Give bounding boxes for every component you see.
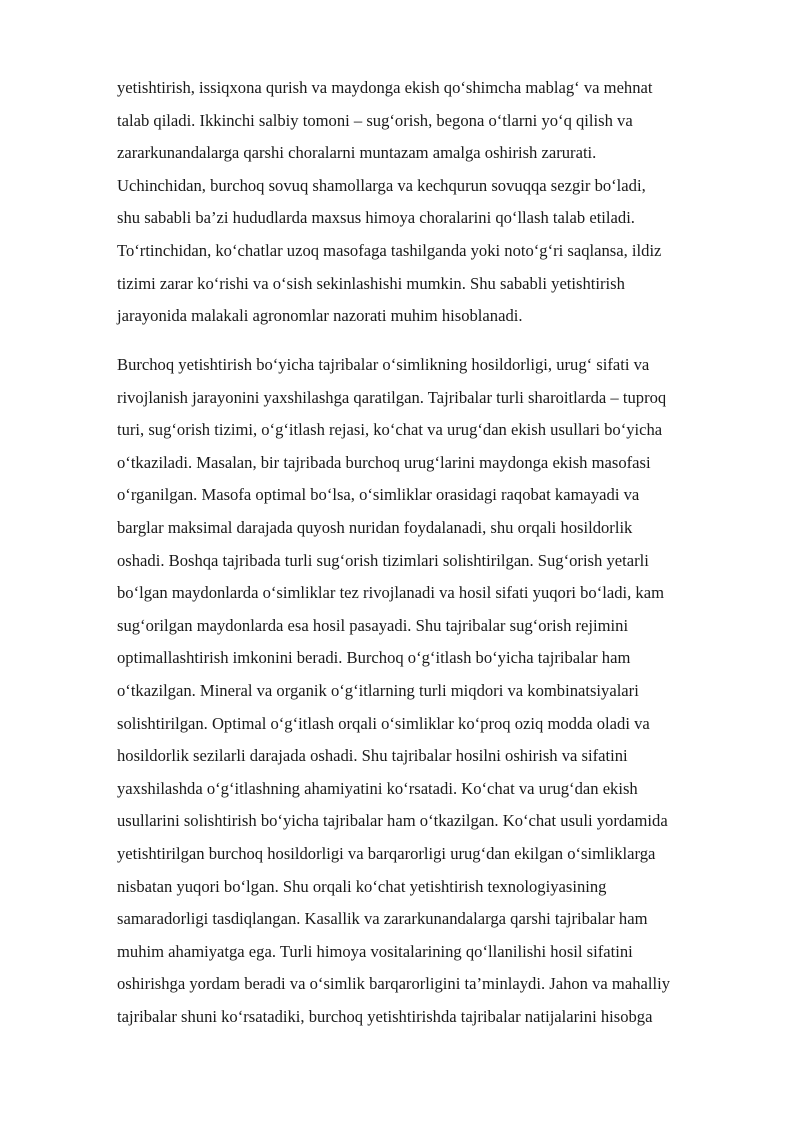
text-line: zararkunandalarga qarshi choralarni muntazam amalga oshirish zarurati. (117, 143, 597, 163)
text-line: barglar maksimal darajada quyosh nuridan foydalanadi, shu orqali hosildorlik (117, 517, 633, 537)
text-line: optimallashtirish imkonini beradi. Burchoq o‘g‘itlash bo‘yicha tajribalar ham (117, 648, 631, 668)
text-line: yetishtirish, issiqxona qurish va maydonga ekish qo‘shimcha mablag‘ va mehnat (117, 78, 653, 97)
text-line: hosildorlik sezilarli darajada oshadi. Shu tajribalar hosilni oshirish va sifatini (117, 746, 628, 766)
text-line: bo‘lgan maydonlarda o‘simliklar tez rivojlanadi va hosil sifati yuqori bo‘ladi, kam (117, 583, 664, 603)
text-line: Burchoq yetishtirish bo‘yicha tajribalar o‘simlikning hosildorligi, urug‘ sifati va (117, 355, 650, 374)
text-line: muhim ahamiyatga ega. Turli himoya vositalarining qo‘llanilishi hosil sifatini (117, 941, 633, 961)
text-line: nisbatan yuqori bo‘lgan. Shu orqali ko‘chat yetishtirish texnologiyasining (117, 876, 607, 896)
text-line: o‘tkaziladi. Masalan, bir tajribada burchoq urug‘larini maydonga ekish masofasi (117, 452, 651, 472)
text-line: shu sababli ba’zi hududlarda maxsus himoya choralarini qo‘llash talab etiladi. (117, 208, 635, 228)
paragraph-2 (117, 349, 743, 1033)
text-line: jarayonida malakali agronomlar nazorati muhim hisoblanadi. (117, 306, 523, 326)
text-line: yetishtirilgan burchoq hosildorligi va barqarorligi urug‘dan ekilgan o‘simliklarga (117, 843, 656, 863)
text-line: To‘rtinchidan, ko‘chatlar uzoq masofaga tashilganda yoki noto‘g‘ri saqlansa, ildiz (117, 240, 662, 260)
text-line: tizimi zarar ko‘rishi va o‘sish sekinlashishi mumkin. Shu sababli yetishtirish (117, 273, 625, 293)
text-line: oshadi. Boshqa tajribada turli sug‘orish tizimlari solishtirilgan. Sug‘orish yetarli (117, 550, 649, 570)
text-line: rivojlanish jarayonini yaxshilashga qaratilgan. Tajribalar turli sharoitlarda – tuproq (117, 387, 667, 407)
text-line: samaradorligi tasdiqlangan. Kasallik va zararkunandalarga qarshi tajribalar ham (117, 909, 648, 929)
text-line: solishtirilgan. Optimal o‘g‘itlash orqali o‘simliklar ko‘proq oziq modda oladi va (117, 713, 650, 733)
text-line: talab qiladi. Ikkinchi salbiy tomoni – sug‘orish, begona o‘tlarni yo‘q qilish va (117, 110, 633, 130)
text-line: oshirishga yordam beradi va o‘simlik barqarorligini ta’minlaydi. Jahon va mahalliy (117, 974, 670, 994)
text-line: sug‘orilgan maydonlarda esa hosil pasayadi. Shu tajribalar sug‘orish rejimini (117, 615, 629, 635)
text-line: turi, sug‘orish tizimi, o‘g‘itlash rejasi, ko‘chat va urug‘dan ekish usullari bo‘yicha (117, 420, 663, 440)
text-line: o‘tkazilgan. Mineral va organik o‘g‘itlarning turli miqdori va kombinatsiyalari (117, 680, 639, 700)
text-line: tajribalar shuni ko‘rsatadiki, burchoq yetishtirishda tajribalar natijalarini hisobga (117, 1006, 653, 1026)
text-line: yaxshilashda o‘g‘itlashning ahamiyatini ko‘rsatadi. Ko‘chat va urug‘dan ekish (117, 778, 638, 798)
text-line: Uchinchidan, burchoq sovuq shamollarga va kechqurun sovuqqa sezgir bo‘ladi, (117, 175, 646, 195)
paragraph-1 (117, 72, 743, 333)
text-line: o‘rganilgan. Masofa optimal bo‘lsa, o‘simliklar orasidagi raqobat kamayadi va (117, 485, 640, 505)
text-line: usullarini solishtirish bo‘yicha tajribalar ham o‘tkazilgan. Ko‘chat usuli yordamida (117, 811, 668, 831)
